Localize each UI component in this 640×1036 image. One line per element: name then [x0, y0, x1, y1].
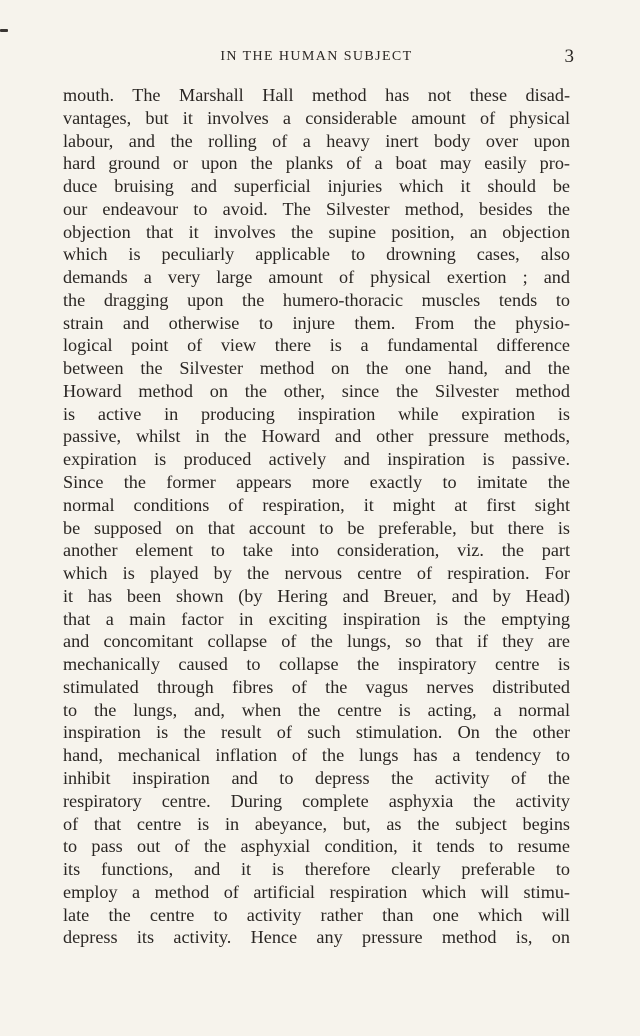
text-line: is active in producing inspiration while expiration is [63, 403, 570, 424]
text-line: inspiration is the result of such stimulation. On the other [63, 722, 570, 743]
text-line: Since the former appears more exactly to imitate the [63, 472, 570, 493]
text-line: passive, whilst in the Howard and other pressure methods, [63, 426, 570, 447]
text-line: the dragging upon the humero-thoracic muscles tends to [63, 289, 570, 310]
text-line: late the centre to activity rather than one which will [63, 904, 570, 925]
running-title: IN THE HUMAN SUBJECT [220, 49, 413, 64]
text-line: expiration is produced actively and inspiration is passive. [63, 449, 570, 470]
text-line: stimulated through fibres of the vagus nerves distributed [63, 676, 570, 697]
text-line: our endeavour to avoid. The Silvester method, besides the [63, 198, 570, 219]
text-line: normal conditions of respiration, it might at first sight [63, 494, 570, 515]
text-line: hard ground or upon the planks of a boat may easily pro- [63, 153, 570, 174]
text-line: to pass out of the asphyxial condition, it tends to resume [63, 836, 570, 857]
text-line: which is peculiarly applicable to drowning cases, also [63, 244, 570, 265]
text-line: another element to take into consideration, viz. the part [63, 540, 570, 561]
text-line: its functions, and it is therefore clearly preferable to [63, 859, 570, 880]
text-line: demands a very large amount of physical exertion ; and [63, 267, 570, 288]
text-line: between the Silvester method on the one hand, and the [63, 358, 570, 379]
text-line: mouth. The Marshall Hall method has not these disad- [63, 85, 570, 105]
text-line: of that centre is in abeyance, but, as the subject begins [63, 813, 570, 834]
text-line: logical point of view there is a fundamental difference [63, 335, 570, 356]
text-line: to the lungs, and, when the centre is acting, a normal [63, 699, 570, 720]
text-line: mechanically caused to collapse the inspiratory centre is [63, 654, 570, 675]
text-line: labour, and the rolling of a heavy inert body over upon [63, 130, 570, 151]
text-line: vantages, but it involves a considerable amount of physical [63, 107, 570, 128]
page-number: 3 [564, 46, 574, 67]
text-line: and concomitant collapse of the lungs, so that if they are [63, 631, 570, 652]
text-line: employ a method of artificial respiration which will stimu- [63, 881, 570, 902]
text-line: inhibit inspiration and to depress the activity of the [63, 767, 570, 788]
text-line: objection that it involves the supine position, an objection [63, 221, 570, 242]
text-line: it has been shown (by Hering and Breuer, and by Head) [63, 585, 570, 606]
margin-mark [0, 29, 8, 32]
text-line: that a main factor in exciting inspiration is the emptying [63, 608, 570, 629]
text-line: Howard method on the other, since the Silvester method [63, 380, 570, 401]
body-text [63, 84, 570, 949]
text-line: depress its activity. Hence any pressure method is, on [63, 927, 570, 948]
text-line: be supposed on that account to be preferable, but there is [63, 517, 570, 538]
text-line: duce bruising and superficial injuries which it should be [63, 176, 570, 197]
running-head [63, 46, 574, 70]
text-line: hand, mechanical inflation of the lungs has a tendency to [63, 745, 570, 766]
text-line: respiratory centre. During complete asphyxia the activity [63, 790, 570, 811]
text-line: which is played by the nervous centre of respiration. For [63, 563, 570, 584]
text-line: strain and otherwise to injure them. From the physio- [63, 312, 570, 333]
